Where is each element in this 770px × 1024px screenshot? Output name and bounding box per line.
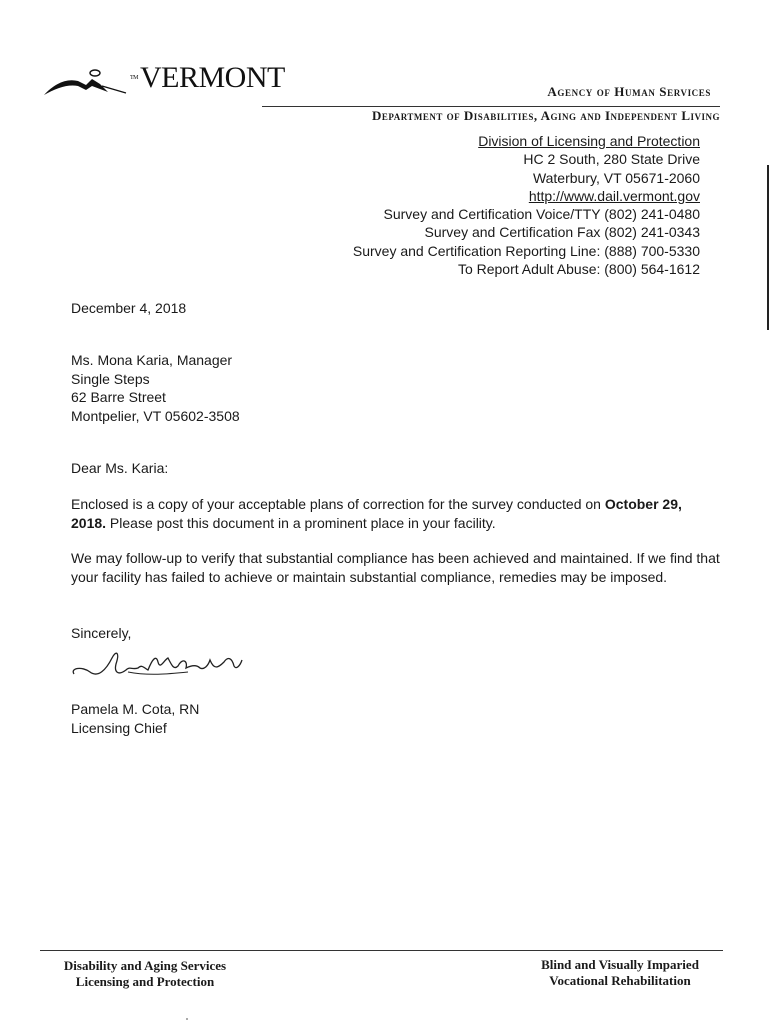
paragraph-1-text: Enclosed is a copy of your acceptable plans of correction for the survey conducted on [71, 496, 605, 512]
abuse-line: To Report Adult Abuse: (800) 564-1612 [457, 261, 700, 278]
recipient-name: Ms. Mona Karia, Manager [71, 352, 233, 368]
address-line-1: HC 2 South, 280 State Drive [523, 151, 700, 168]
contact-block [353, 132, 700, 278]
footer-left-line-2: Licensing and Protection [75, 973, 215, 989]
scan-edge-line [767, 165, 769, 330]
logo-wordmark [130, 62, 285, 94]
trademark-mark: TM [130, 75, 138, 81]
signer-name: Pamela M. Cota, RN [71, 701, 200, 717]
letter-date: December 4, 2018 [71, 300, 187, 316]
reporting-line: Survey and Certification Reporting Line: (888) 700-5330 [352, 242, 700, 259]
address-line-2: Waterbury, VT 05671-2060 [532, 169, 700, 186]
signer-block [71, 700, 199, 737]
recipient-street: 62 Barre Street [71, 389, 166, 405]
fax-line: Survey and Certification Fax (802) 241-0343 [424, 224, 700, 241]
survey-date: October 29, 2018. [71, 496, 682, 531]
header-divider [262, 106, 720, 107]
recipient-org: Single Steps [71, 370, 150, 387]
website-link[interactable]: http://www.dail.vermont.gov [528, 187, 700, 204]
signer-title: Licensing Chief [71, 719, 167, 736]
recipient-address [71, 351, 240, 425]
voice-tty-line: Survey and Certification Voice/TTY (802) 241-0480 [383, 206, 700, 223]
footer-divider [40, 950, 723, 951]
closing: Sincerely, [71, 625, 132, 641]
department-name: Department of Disabilities, Aging and Independent Living [372, 108, 720, 123]
paragraph-2: We may follow-up to verify that substantial compliance has been achieved and maintained. If we find that your facility has failed to achieve or maintain substantial compliance, remedies may be imposed. [71, 550, 720, 585]
footer-right-line-2: Vocational Rehabilitation [549, 972, 691, 988]
division-name: Division of Licensing and Protection [478, 133, 700, 149]
footer-left-line-1: Disability and Aging Services [63, 958, 227, 973]
footer-left [45, 958, 245, 989]
mountain-logo-icon [42, 62, 134, 98]
footer-right [520, 957, 720, 988]
footer-right-line-1: Blind and Visually Imparied [541, 957, 699, 972]
recipient-city: Montpelier, VT 05602-3508 [71, 407, 240, 424]
handwritten-signature [68, 640, 248, 696]
logo-text: VERMONT [140, 61, 285, 94]
agency-name: Agency of Human Services [547, 84, 711, 99]
greeting: Dear Ms. Karia: [71, 460, 169, 476]
paragraph-1-post: Please post this document in a prominent place in your facility. [106, 514, 496, 531]
vermont-logo [42, 60, 292, 100]
paragraph-1 [71, 495, 701, 532]
scan-speck [186, 1018, 188, 1020]
